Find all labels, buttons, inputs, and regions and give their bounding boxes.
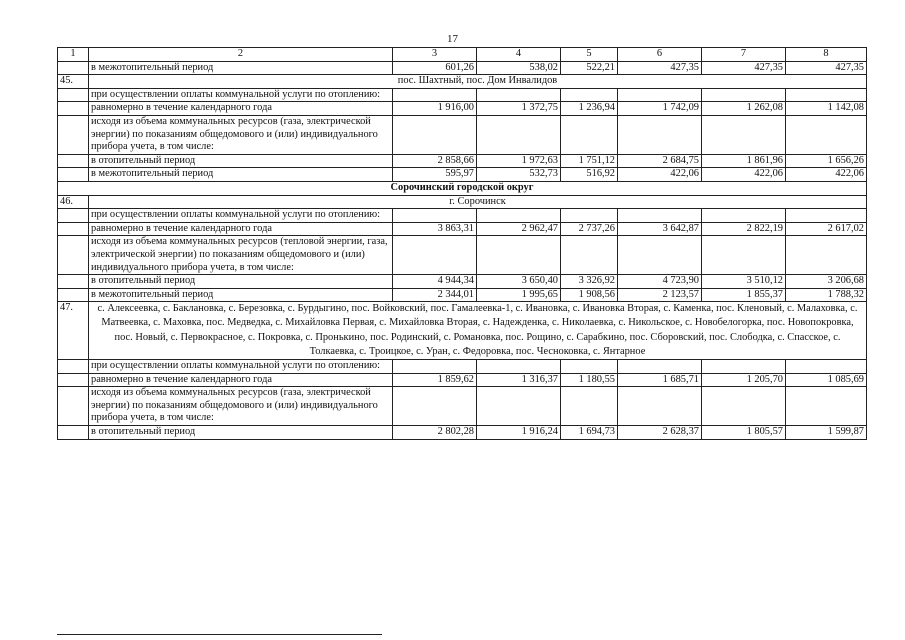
locality-name: г. Сорочинск (89, 195, 867, 209)
value-cell: 516,92 (561, 168, 618, 182)
empty-value-cell (618, 387, 702, 426)
row-label-cell: равномерно в течение календарного года (89, 373, 393, 387)
value-cell: 422,06 (618, 168, 702, 182)
value-cell: 3 863,31 (393, 222, 477, 236)
value-cell: 2 802,28 (393, 426, 477, 440)
table-row (58, 275, 867, 289)
table-row (58, 236, 867, 275)
empty-value-cell (702, 88, 786, 102)
value-cell: 2 617,02 (786, 222, 867, 236)
empty-value-cell (393, 387, 477, 426)
value-cell: 427,35 (702, 61, 786, 75)
row-number-cell: 45. (58, 75, 89, 89)
row-number-cell: 46. (58, 195, 89, 209)
value-cell: 601,26 (393, 61, 477, 75)
empty-value-cell (477, 360, 561, 374)
value-cell: 3 642,87 (618, 222, 702, 236)
header-cell: 6 (618, 48, 702, 62)
row-number-cell: 47. (58, 302, 89, 360)
row-number-cell (58, 102, 89, 116)
value-cell: 2 858,66 (393, 154, 477, 168)
value-cell: 1 599,87 (786, 426, 867, 440)
empty-value-cell (561, 387, 618, 426)
value-cell: 3 510,12 (702, 275, 786, 289)
empty-value-cell (393, 88, 477, 102)
empty-value-cell (561, 88, 618, 102)
value-cell: 2 822,19 (702, 222, 786, 236)
value-cell: 1 085,69 (786, 373, 867, 387)
row-number-cell (58, 360, 89, 374)
value-cell: 1 685,71 (618, 373, 702, 387)
table-row (58, 102, 867, 116)
empty-value-cell (786, 236, 867, 275)
empty-value-cell (786, 88, 867, 102)
row-label-cell: в межотопительный период (89, 61, 393, 75)
row-number-cell (58, 426, 89, 440)
row-number-cell (58, 61, 89, 75)
header-cell: 4 (477, 48, 561, 62)
value-cell: 1 316,37 (477, 373, 561, 387)
table-row (58, 209, 867, 223)
empty-value-cell (477, 236, 561, 275)
value-cell: 1 972,63 (477, 154, 561, 168)
value-cell: 532,73 (477, 168, 561, 182)
row-number-cell (58, 88, 89, 102)
value-cell: 1 995,65 (477, 288, 561, 302)
header-cell: 3 (393, 48, 477, 62)
value-cell: 3 650,40 (477, 275, 561, 289)
empty-value-cell (393, 115, 477, 154)
value-cell: 427,35 (618, 61, 702, 75)
table-row (58, 154, 867, 168)
row-label-cell: в отопительный период (89, 154, 393, 168)
value-cell: 1 142,08 (786, 102, 867, 116)
empty-value-cell (786, 387, 867, 426)
value-cell: 2 628,37 (618, 426, 702, 440)
table-body (58, 48, 867, 440)
empty-value-cell (393, 236, 477, 275)
value-cell: 4 723,90 (618, 275, 702, 289)
value-cell: 4 944,34 (393, 275, 477, 289)
header-cell: 8 (786, 48, 867, 62)
empty-value-cell (702, 387, 786, 426)
header-cell: 7 (702, 48, 786, 62)
table-row (58, 88, 867, 102)
value-cell: 1 694,73 (561, 426, 618, 440)
value-cell: 1 908,56 (561, 288, 618, 302)
empty-value-cell (477, 88, 561, 102)
empty-value-cell (702, 115, 786, 154)
value-cell: 1 742,09 (618, 102, 702, 116)
empty-value-cell (618, 209, 702, 223)
empty-value-cell (786, 115, 867, 154)
value-cell: 1 861,96 (702, 154, 786, 168)
value-cell: 2 962,47 (477, 222, 561, 236)
table-row (58, 387, 867, 426)
table-row (58, 373, 867, 387)
row-label-cell: в отопительный период (89, 426, 393, 440)
empty-value-cell (618, 88, 702, 102)
empty-value-cell (702, 209, 786, 223)
row-number-cell (58, 288, 89, 302)
value-cell: 427,35 (786, 61, 867, 75)
section-heading-row (58, 181, 867, 195)
locality-row (58, 195, 867, 209)
row-label-cell: в межотопительный период (89, 168, 393, 182)
value-cell: 1 262,08 (702, 102, 786, 116)
empty-value-cell (477, 209, 561, 223)
header-cell: 2 (89, 48, 393, 62)
value-cell: 1 859,62 (393, 373, 477, 387)
row-label-cell: в межотопительный период (89, 288, 393, 302)
table-row (58, 61, 867, 75)
empty-value-cell (702, 236, 786, 275)
locality-list: с. Алексеевка, с. Баклановка, с. Березовка, с. Бурдыгино, пос. Войковский, пос. Гамалеевка-1, с. Ивановка, с. Ивановка Вторая, с. Каменка, пос. Кленовый, с. Малаховка, с. Матвеевка, с. Маховка, пос. Медведка, с. Михайловка Первая, с. Михайловка Вторая, с. Надежденка, с. Николаевка, с. Никольское, с. Новобелогорка, пос. Новопокровка, пос. Новый, с. Первокрасное, с. Покровка, с. Пронькино, пос. Родинский, с. Романовка, пос. Рощино, с. Сарабкино, пос. Сборовский, пос. Слободка, с. Спасское, с. Толкаевка, с. Троицкое, с. Уран, с. Федоровка, пос. Чесноковка, с. Янтарное (89, 302, 867, 360)
row-number-cell (58, 222, 89, 236)
empty-value-cell (561, 360, 618, 374)
empty-value-cell (561, 115, 618, 154)
value-cell: 2 344,01 (393, 288, 477, 302)
table-row (58, 168, 867, 182)
row-number-cell (58, 387, 89, 426)
empty-value-cell (393, 360, 477, 374)
value-cell: 1 180,55 (561, 373, 618, 387)
value-cell: 422,06 (786, 168, 867, 182)
locality-row (58, 75, 867, 89)
value-cell: 422,06 (702, 168, 786, 182)
value-cell: 1 656,26 (786, 154, 867, 168)
empty-value-cell (477, 387, 561, 426)
empty-value-cell (786, 360, 867, 374)
value-cell: 1 372,75 (477, 102, 561, 116)
empty-value-cell (786, 209, 867, 223)
empty-value-cell (618, 236, 702, 275)
row-label-cell: равномерно в течение календарного года (89, 222, 393, 236)
row-label-cell: при осуществлении оплаты коммунальной услуги по отоплению: (89, 209, 393, 223)
row-number-cell (58, 373, 89, 387)
value-cell: 1 205,70 (702, 373, 786, 387)
value-cell: 595,97 (393, 168, 477, 182)
row-label-cell: при осуществлении оплаты коммунальной услуги по отоплению: (89, 88, 393, 102)
page-number: 17 (447, 33, 458, 45)
header-cell: 1 (58, 48, 89, 62)
empty-value-cell (393, 209, 477, 223)
value-cell: 2 123,57 (618, 288, 702, 302)
value-cell: 1 236,94 (561, 102, 618, 116)
footnote-divider (57, 634, 382, 635)
value-cell: 538,02 (477, 61, 561, 75)
row-label-cell: при осуществлении оплаты коммунальной услуги по отоплению: (89, 360, 393, 374)
row-label-cell: исходя из объема коммунальных ресурсов (тепловой энергии, газа, электрической энергии) по показаниям общедомового и (или) индивидуального прибора учета, в том числе: (89, 236, 393, 275)
row-label-cell: исходя из объема коммунальных ресурсов (газа, электрической энергии) по показаниям общедомового и (или) индивидуального прибора учета, в том числе: (89, 387, 393, 426)
value-cell: 1 916,00 (393, 102, 477, 116)
empty-value-cell (561, 236, 618, 275)
table-row (58, 115, 867, 154)
tariff-table (57, 47, 867, 440)
table-row (58, 222, 867, 236)
row-number-cell (58, 115, 89, 154)
locality-name: пос. Шахтный, пос. Дом Инвалидов (89, 75, 867, 89)
value-cell: 2 684,75 (618, 154, 702, 168)
value-cell: 522,21 (561, 61, 618, 75)
value-cell: 1 855,37 (702, 288, 786, 302)
empty-value-cell (618, 360, 702, 374)
value-cell: 2 737,26 (561, 222, 618, 236)
section-heading: Сорочинский городской округ (58, 181, 867, 195)
row-number-cell (58, 154, 89, 168)
locality-list-row (58, 302, 867, 360)
value-cell: 1 916,24 (477, 426, 561, 440)
value-cell: 1 788,32 (786, 288, 867, 302)
row-label-cell: в отопительный период (89, 275, 393, 289)
row-number-cell (58, 236, 89, 275)
empty-value-cell (702, 360, 786, 374)
row-number-cell (58, 209, 89, 223)
empty-value-cell (477, 115, 561, 154)
row-label-cell: равномерно в течение календарного года (89, 102, 393, 116)
row-number-cell (58, 275, 89, 289)
empty-value-cell (618, 115, 702, 154)
value-cell: 3 206,68 (786, 275, 867, 289)
empty-value-cell (561, 209, 618, 223)
table-row (58, 360, 867, 374)
row-label-cell: исходя из объема коммунальных ресурсов (газа, электрической энергии) по показаниям общедомового и (или) индивидуального прибора учета, в том числе: (89, 115, 393, 154)
table-row (58, 426, 867, 440)
table-row (58, 288, 867, 302)
table-header-row (58, 48, 867, 62)
value-cell: 3 326,92 (561, 275, 618, 289)
header-cell: 5 (561, 48, 618, 62)
value-cell: 1 751,12 (561, 154, 618, 168)
value-cell: 1 805,57 (702, 426, 786, 440)
row-number-cell (58, 168, 89, 182)
